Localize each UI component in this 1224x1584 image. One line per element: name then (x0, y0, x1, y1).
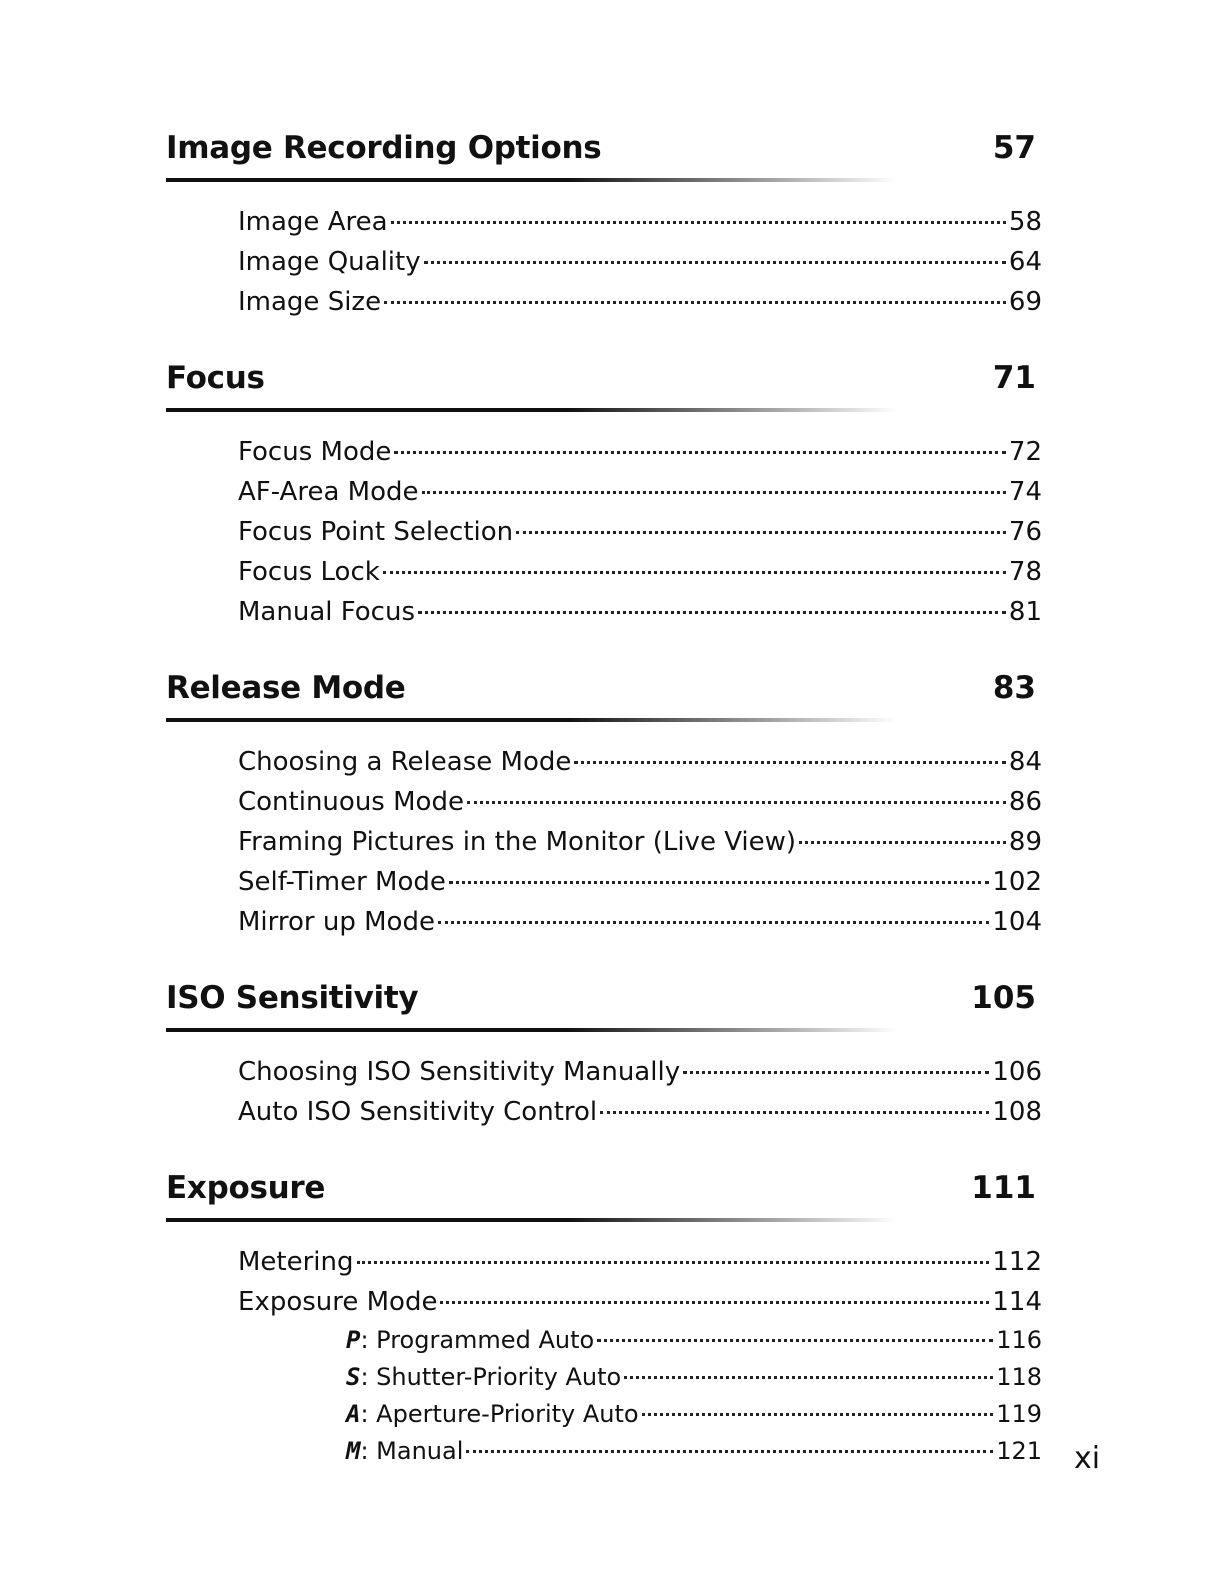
section-heading[interactable] (166, 344, 1042, 394)
dot-leader (799, 841, 1006, 844)
toc-entry[interactable] (238, 592, 1042, 632)
section-title: Exposure (166, 1170, 326, 1206)
toc-entry[interactable] (238, 282, 1042, 322)
toc-entry[interactable] (238, 242, 1042, 282)
section-rule (166, 1218, 896, 1222)
toc-entries (166, 432, 1042, 654)
entry-label: Exposure Mode (238, 1287, 438, 1317)
mode-a-icon: A (346, 1400, 361, 1428)
toc-entry[interactable] (238, 822, 1042, 862)
dot-leader (516, 531, 1006, 534)
entry-label (346, 1433, 463, 1470)
entry-page-number: 108 (992, 1097, 1042, 1127)
dot-leader (383, 571, 1006, 574)
toc-subentry[interactable] (238, 1322, 1042, 1359)
entry-label: AF-Area Mode (238, 477, 419, 507)
entry-label: Manual Focus (238, 597, 415, 627)
entry-page-number: 119 (996, 1400, 1042, 1428)
entry-page-number: 74 (1008, 477, 1042, 507)
dot-leader (624, 1376, 993, 1379)
section-heading[interactable] (166, 964, 1042, 1014)
entry-page-number: 118 (996, 1363, 1042, 1391)
toc-entry[interactable] (238, 512, 1042, 552)
dot-leader (357, 1261, 990, 1264)
entry-page-number: 64 (1008, 247, 1042, 277)
entry-page-number: 84 (1008, 747, 1042, 777)
entry-page-number: 89 (1008, 827, 1042, 857)
toc-entry[interactable] (238, 782, 1042, 822)
entry-label: Self-Timer Mode (238, 867, 446, 897)
section-heading[interactable] (166, 1154, 1042, 1204)
entry-page-number: 81 (1008, 597, 1042, 627)
dot-leader (600, 1111, 989, 1114)
subentry-text: : Shutter-Priority Auto (360, 1363, 622, 1391)
dot-leader (438, 921, 989, 924)
mode-s-icon: S (346, 1363, 361, 1391)
toc-section-focus (166, 344, 1042, 654)
section-rule (166, 1028, 896, 1032)
entry-label: Auto ISO Sensitivity Control (238, 1097, 598, 1127)
entry-page-number: 58 (1008, 207, 1042, 237)
dot-leader (384, 301, 1006, 304)
entry-label (346, 1322, 594, 1359)
dot-leader (424, 261, 1006, 264)
toc-entry[interactable] (238, 862, 1042, 902)
dot-leader (391, 221, 1006, 224)
entry-label: Metering (238, 1247, 354, 1277)
page-folio: xi (1074, 1441, 1101, 1476)
entry-label: Focus Lock (238, 557, 380, 587)
toc-entry[interactable] (238, 1092, 1042, 1132)
entry-label: Framing Pictures in the Monitor (Live View) (238, 827, 797, 857)
toc-subentry[interactable] (238, 1359, 1042, 1396)
toc-entries (166, 742, 1042, 964)
dot-leader (449, 881, 989, 884)
toc-entry[interactable] (238, 552, 1042, 592)
dot-leader (642, 1413, 994, 1416)
toc-entries (166, 1052, 1042, 1154)
entry-page-number: 86 (1008, 787, 1042, 817)
entry-label: Focus Point Selection (238, 517, 514, 547)
toc-entry[interactable] (238, 472, 1042, 512)
toc-entry[interactable] (238, 742, 1042, 782)
entry-label: Choosing ISO Sensitivity Manually (238, 1057, 681, 1087)
entry-page-number: 76 (1008, 517, 1042, 547)
entry-label: Image Quality (238, 247, 421, 277)
toc-subentry[interactable] (238, 1396, 1042, 1433)
dot-leader (418, 611, 1006, 614)
toc-entry[interactable] (238, 432, 1042, 472)
section-page-number: 111 (971, 1170, 1036, 1206)
dot-leader (422, 491, 1006, 494)
entry-page-number: 69 (1008, 287, 1042, 317)
dot-leader (574, 761, 1006, 764)
dot-leader (440, 1301, 989, 1304)
dot-leader (467, 801, 1006, 804)
mode-p-icon: P (346, 1326, 361, 1354)
entry-page-number: 72 (1008, 437, 1042, 467)
entry-label: Choosing a Release Mode (238, 747, 572, 777)
mode-m-icon: M (346, 1437, 361, 1465)
toc-entries (166, 1242, 1042, 1492)
entry-label: Continuous Mode (238, 787, 464, 817)
toc-entries (166, 202, 1042, 344)
entry-page-number: 116 (996, 1326, 1042, 1354)
toc-entry[interactable] (238, 902, 1042, 942)
toc-entry[interactable] (238, 1282, 1042, 1322)
dot-leader (466, 1450, 993, 1453)
entry-label (346, 1396, 639, 1433)
dot-leader (394, 451, 1006, 454)
toc-section-image-recording-options (166, 114, 1042, 344)
entry-page-number: 112 (992, 1247, 1042, 1277)
section-heading[interactable] (166, 114, 1042, 164)
entry-page-number: 102 (992, 867, 1042, 897)
dot-leader (683, 1071, 989, 1074)
entry-page-number: 121 (996, 1437, 1042, 1465)
dot-leader (597, 1339, 993, 1342)
section-page-number: 71 (992, 360, 1036, 396)
toc-section-release-mode (166, 654, 1042, 964)
subentry-text: : Manual (360, 1437, 464, 1465)
subentry-text: : Programmed Auto (360, 1326, 595, 1354)
section-heading[interactable] (166, 654, 1042, 704)
entry-label: Focus Mode (238, 437, 392, 467)
section-title: Image Recording Options (166, 130, 602, 166)
entry-label: Mirror up Mode (238, 907, 435, 937)
toc-entry[interactable] (238, 1242, 1042, 1282)
toc-entry[interactable] (238, 1052, 1042, 1092)
section-page-number: 57 (992, 130, 1036, 166)
entry-page-number: 104 (992, 907, 1042, 937)
section-rule (166, 178, 896, 182)
section-page-number: 105 (971, 980, 1036, 1016)
entry-label (346, 1359, 621, 1396)
entry-page-number: 106 (992, 1057, 1042, 1087)
section-title: ISO Sensitivity (166, 980, 419, 1016)
section-title: Focus (166, 360, 265, 396)
section-title: Release Mode (166, 670, 406, 706)
entry-page-number: 114 (992, 1287, 1042, 1317)
section-page-number: 83 (992, 670, 1036, 706)
table-of-contents (166, 114, 1042, 1492)
entry-label: Image Area (238, 207, 388, 237)
toc-section-iso-sensitivity (166, 964, 1042, 1154)
subentry-text: : Aperture-Priority Auto (360, 1400, 639, 1428)
entry-page-number: 78 (1008, 557, 1042, 587)
section-rule (166, 718, 896, 722)
entry-label: Image Size (238, 287, 382, 317)
toc-entry[interactable] (238, 202, 1042, 242)
section-rule (166, 408, 896, 412)
toc-section-exposure (166, 1154, 1042, 1492)
toc-subentry[interactable] (238, 1433, 1042, 1470)
